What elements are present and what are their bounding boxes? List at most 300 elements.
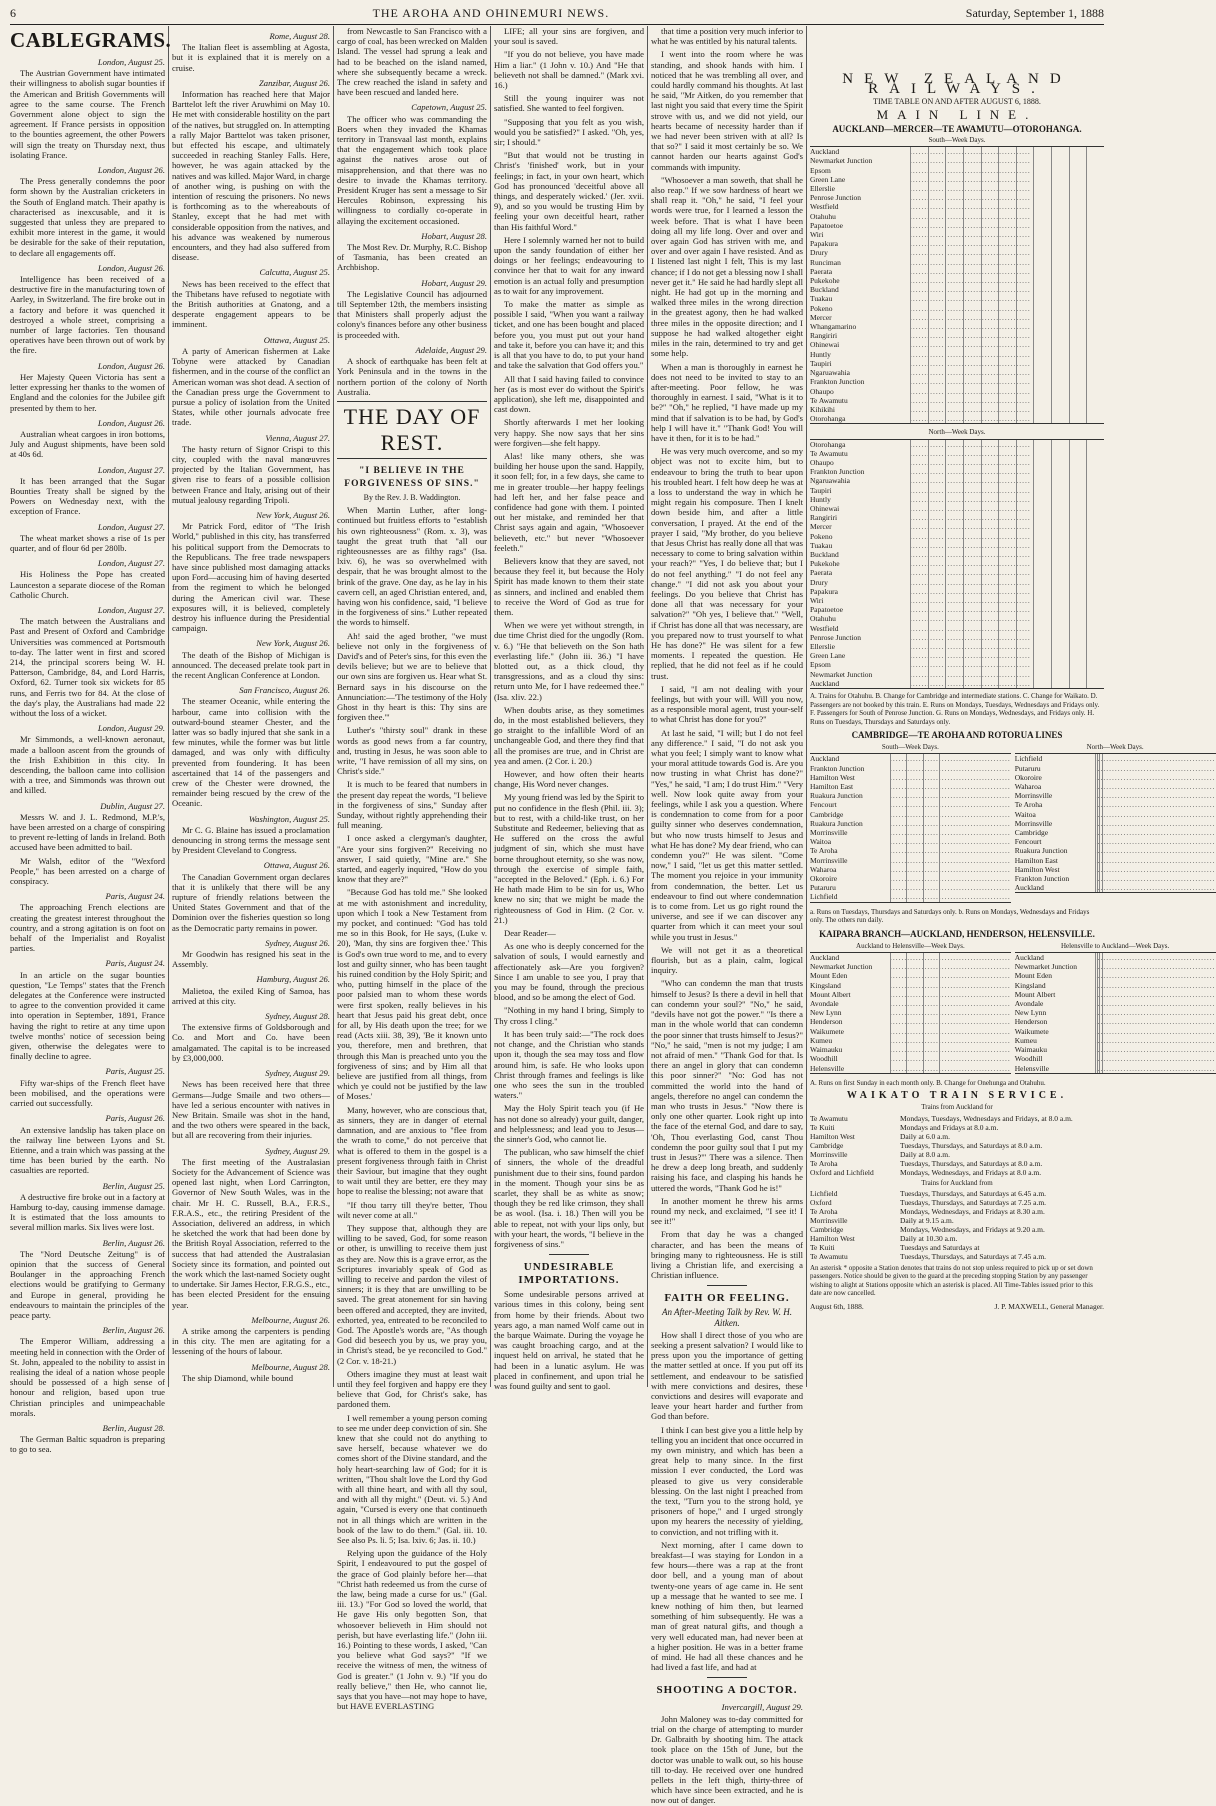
cable-item-text: A shock of earthquake has been felt at York Peninsula and in the towns in the northern portion of the colony of North Australia. [337, 356, 487, 397]
article-paragraph: My young friend was led by the Spirit to put no confidence in the flesh (Phil. iii. 3); but to rest, with a child-like trust, on her Substitute and Redeemer, believing that as He suffered on the cross the awful judgment of sin, which she must have borne throughout eternity, so she was now, through the exercise of simple faith, "accepted in the Beloved." (Eph. i. 6.) For He hath made Him to be sin for us, Who knew no sin; that we might be made the righteousness of God in Him. (2 Cor. v. 21.) [494, 792, 644, 925]
undesirable-importations-text: Some undesirable persons arrived at various times in this colony, being sent from home by their friends. About two years ago, a man named Wolf came out in the barque Waimate. During the voyage he was caught broaching cargo, and at the inquest held on arrival, he stated that he had been in a lunatic asylum. He was placed in confinement, and upon trial he was found guilty and sent to gaol. [494, 1289, 644, 1391]
timetable-column-rule [998, 440, 999, 688]
timetable-station: Auckland [810, 754, 840, 764]
article-paragraph: that time a position very much inferior to what he was entitled by his natural talents. [651, 26, 803, 47]
shooting-a-doctor-heading: SHOOTING A DOCTOR. [656, 1684, 798, 1697]
article-paragraph: "Whosoever a man soweth, that shall he also reap." If we sow hardness of heart we shall reap it. "Oh," he said, "I feel your words were true, for I learned a lesson the week before. That is what I have been doing all my life long. Over and over and over again God has striven with me, and over and over again I have resisted. And as I listened last night I felt, This is my last chance; if I do not get a blessing now I shall never get it." He said he had hardly slept all night. He had got up in the morning and walked three miles in the wrong direction in the greatest agony, then he had walked three miles in the opposite direction; and I suppose he had walked altogether eight miles in the rain, determined to try and get some help. [651, 174, 803, 359]
timetable-leader-dots: .......................................... [910, 439, 1031, 449]
timetable-station: Papatoetoe [810, 605, 843, 615]
cable-dateline: Ottawa, August 25. [263, 334, 330, 345]
timetable-station: Pukekohe [810, 276, 840, 286]
article-paragraph: Believers know that they are saved, not because they feel it, but because the Holy Spirit has made known to them their state as sinners, and inclined and enabled them to receive the Word of God as true for them. [494, 555, 644, 617]
timetable-leader-dots: .......................................... [910, 165, 1031, 175]
article-paragraph: It is much to be feared that numbers in the present day repeat the words, "I believe in the forgiveness of sins," Sunday after Sunday, without rightly apprehending their full meaning. [337, 779, 487, 831]
faith-or-feeling-heading: FAITH OR FEELING. [664, 1292, 790, 1305]
timetable-station: Ruakura Junction [810, 818, 863, 828]
cable-item-text: Messrs W. and J. L. Redmond, M.P.'s, have been arrested on a charge of conspiring to prevent re-letting of lands in Ireland. Both accused have been admitted to bail. [10, 811, 165, 853]
timetable-station: Mount Eden [1014, 971, 1053, 981]
article-paragraph: From that day he was a changed character, and has been the means of bringing many to righteousness. He is still living a Christian life, and exercising a Christian influence. [651, 1229, 803, 1281]
cable-dateline: London, August 26. [97, 262, 165, 273]
timetable-leader-dots: .......................................... [1094, 754, 1216, 764]
main-line-notes: A. Trains for Otahuhu. B. Change for Cambridge and intermediate stations. C. Change for Waikato. D. Passengers are not booked by this train. E. Runs on Mondays, Tuesdays, Wednesdays and Fridays only. F. Passengers for South of Penrose Junction. G. Runs on Mondays, Wednesdays, and Fridays only. H. Runs on Tuesdays, Thursdays and Saturdays only. [810, 692, 1100, 726]
timetable-leader-dots: .......................................... [890, 1017, 1011, 1027]
timetable-station: Otorohanga [810, 439, 846, 449]
article-paragraph: "If you do not believe, you have made Him a liar." (1 John v. 10.) And "He that believeth not shall be damned." (Mark xvi. 16.) [494, 49, 644, 91]
cable-item-text: from Newcastle to San Francisco with a cargo of coal, has been wrecked on Malden Island. The vessel had sprung a leak and had to be beached on the island named, where she subsequently became a wreck. The crew reached the island in safety and have been rescued and landed here. [337, 26, 487, 98]
timetable-station: Newmarket Junction [1014, 962, 1078, 972]
waikato-destination: Cambridge [810, 1224, 844, 1234]
newspaper-title: THE AROHA AND OHINEMURI NEWS. [372, 6, 610, 20]
timetable-date: TIME TABLE ON AND AFTER AUGUST 6, 1888. [873, 97, 1041, 107]
timetable-leader-dots: .......................................... [890, 837, 1011, 847]
timetable-station: Kihikihi [810, 404, 836, 414]
timetable-station: Drury [810, 248, 828, 258]
timetable-footnote: An asterisk * opposite a Station denotes that trains do not stop unless required to pick up or set down passengers. Notice should be given to the guard at the preceding stopping Station by any passenger wishing to alight at Stations opposite which an asterisk is placed. All Time-Tables issued prior to this date are now cancelled. [810, 1263, 1093, 1298]
timetable-leader-dots: .......................................... [910, 414, 1031, 424]
waikato-schedule: Daily at 6.0 a.m. [900, 1131, 950, 1141]
timetable-leader-dots: .......................................... [910, 568, 1031, 578]
timetable-station: Te Aroha [1014, 800, 1043, 810]
timetable-leader-dots: .......................................... [1094, 1035, 1216, 1045]
timetable-column-rule [1095, 953, 1096, 1073]
cable-item-text: A party of American fishermen at Lake Tobyne were attacked by Canadian fishermen, and in the course of the conflict an American woman was shot dead. A section of the Canadian press urge the Government to pursue a policy of isolation from the United States, while other journals advocate free trade. [172, 345, 330, 428]
article-paragraph: They suppose that, although they are willing to be saved, God, for some reason or other, is unwilling to receive them just as they are. Now this is a grave error, as the Scriptures invariably speak of God as willing to receive and pardon the vilest of sinners; it is they that are unwilling to be saved. The great atonement for sin having been offered and accepted, they are invited, exhorted, yea, entreated to be reconciled to God. The Apostle's words are, "As though God did beseech you by us, we pray you, in Christ's stead, be ye reconciled to God." (2 Cor. v. 18-21.) [337, 1222, 487, 1366]
timetable-station: Ngaruawahia [810, 476, 850, 486]
cable-dateline: Ottawa, August 26. [263, 860, 330, 871]
timetable-leader-dots: .......................................... [910, 404, 1031, 414]
timetable-station: Waitoa [810, 837, 832, 847]
waikato-destination: Oxford and Lichfield [810, 1167, 874, 1177]
waikato-destination: Te Aroha [810, 1158, 838, 1168]
timetable-station: Fencourt [1014, 837, 1042, 847]
issue-date: Saturday, September 1, 1888 [965, 6, 1104, 20]
timetable-leader-dots: .......................................... [1094, 864, 1216, 874]
timetable-station: Auckland [810, 147, 840, 157]
waikato-section-heading: WAIKATO TRAIN SERVICE. [846, 1090, 1068, 1102]
timetable-leader-dots: .......................................... [910, 174, 1031, 184]
timetable-leader-dots: .......................................... [1094, 855, 1216, 865]
article-paragraph: I once asked a clergyman's daughter, "Are your sins forgiven?" Receiving no answer, I said quietly, "Mine are." She started, and eagerly inquired, "How do you know that they are?" [337, 833, 487, 885]
cable-dateline: New York, August 26. [256, 509, 330, 520]
waikato-destination: Hamilton West [810, 1233, 855, 1243]
cable-item-text: The Press generally condemns the poor form shown by the Australian cricketers in the South of England match. Their apathy is characterised as inexcusable, and it is suggested that unless they are prepared to exhibit more interest in the game, it would be desirable for the sake of their reputation, to declare all engagements off. [10, 176, 165, 258]
timetable-station: Kumeu [810, 1035, 833, 1045]
timetable-leader-dots: .......................................... [890, 864, 1011, 874]
timetable-station: Mercer [810, 522, 832, 532]
timetable-station: Westfield [810, 202, 839, 212]
timetable-leader-dots: .......................................... [890, 763, 1011, 773]
sermon-byline: By the Rev. J. B. Waddington. [363, 492, 461, 502]
timetable-station: Tuakau [810, 294, 833, 304]
timetable-leader-dots: .......................................... [890, 855, 1011, 865]
cable-dateline: London, August 26. [97, 417, 165, 428]
article-paragraph: When a man is thoroughly in earnest he does not need to be invited to stay to an after-meeting. Poor fellow, he was thoroughly in earnest. I said, "What is it to be?" "Oh," he replied, "I have made up my mind that if salvation is to be had, by God's help I will have it." "Thank God! You will have it then, for it is to be had." [651, 361, 803, 443]
masthead [10, 6, 1104, 25]
waikato-destination: Morrinsville [810, 1215, 848, 1225]
cable-item-text: In an article on the sugar bounties question, "Le Temps" states that the French delegates at the Conference were instructed to agree to the convention provided it came into operation in September, 1891, France having the right to retire at any time upon twelve months' notice of secession being given, otherwise the delegates were to finally decline to agree. [10, 969, 165, 1062]
south-week-days-caption: South—Week Days. [928, 136, 986, 145]
waikato-schedule: Tuesdays, Thursdays, and Saturdays at 7.45 a.m. [900, 1251, 1047, 1261]
cable-dateline: Dublin, August 27. [100, 800, 165, 811]
page-number: 6 [10, 6, 16, 20]
timetable-column-rule [1099, 754, 1100, 892]
north-week-days-caption: North—Week Days. [928, 428, 986, 437]
timetable-leader-dots: .......................................... [890, 883, 1011, 893]
article-paragraph: Many, however, who are conscious that, as sinners, they are in danger of eternal damnation, and are anxious to "flee from the wrath to come," do not perceive that what is offered to them in the gospel is a present forgiveness through faith in Christ their Saviour, but imagine that they ought to wait until they are better, ere they may hope to realise the blessing; not aware that [337, 1104, 487, 1197]
cable-dateline: Berlin, August 28. [102, 1422, 165, 1433]
waikato-schedule: Tuesdays, Thursdays, and Saturdays at 8.0 a.m. [900, 1140, 1043, 1150]
timetable-station: Hamilton East [1014, 855, 1058, 865]
article-paragraph: We will not get it as a theoretical flourish, but as a plain, calm, logical inquiry. [651, 944, 803, 976]
kaipara-inbound-caption: Helensville to Auckland—Week Days. [1060, 941, 1170, 950]
timetable-column-rule [1051, 440, 1052, 688]
waikato-schedule: Tuesdays and Saturdays at [900, 1242, 980, 1252]
aroha-section-heading: CAMBRIDGE—TE AROHA AND ROTORUA LINES [851, 730, 1063, 740]
timetable-station: Paerata [810, 266, 833, 276]
cable-item-text: The extensive firms of Goldsborough and Co. and Mort and Co. have been amalgamated. The capital is to be increased by £3,000,000. [172, 1022, 330, 1063]
timetable-leader-dots: .......................................... [1094, 1054, 1216, 1064]
timetable-station: Hamilton West [810, 772, 855, 782]
column-sermon-continued [494, 26, 644, 1391]
timetable-column-rule [910, 440, 911, 688]
cable-dateline: Berlin, August 26. [102, 1325, 165, 1336]
timetable-station: Fencourt [810, 800, 837, 810]
cable-dateline: Paris, August 24. [105, 958, 165, 969]
timetable-column-rule [890, 953, 891, 1073]
general-manager-signature: J. P. MAXWELL, General Manager. [994, 1301, 1104, 1311]
timetable-station: Ngaruawahia [810, 368, 850, 378]
timetable-leader-dots: .......................................... [1094, 763, 1216, 773]
article-paragraph: May the Holy Spirit teach you (if He has not done so already) your guilt, danger, and helplessness; and lead you to Jesus—the sinner's God, who cannot lie. [494, 1103, 644, 1144]
timetable-station: Tuakau [810, 540, 833, 550]
timetable-station: Penrose Junction [810, 632, 862, 642]
timetable-leader-dots: .......................................... [910, 448, 1031, 458]
timetable-column-rule [1097, 953, 1098, 1073]
timetable-leader-dots: .......................................... [890, 953, 1011, 963]
article-paragraph: Others imagine they must at least wait until they feel forgiven and happy ere they believe that God, for Christ's sake, has pardoned them. [337, 1368, 487, 1410]
timetable-column-rule [923, 754, 924, 901]
kaipara-section-heading: KAIPARA BRANCH—AUCKLAND, HENDERSON, HELENSVILLE. [819, 928, 1095, 939]
cable-item-text: The Legislative Council has adjourned till September 12th, the members insisting that Ministers shall properly adjust the colony's finances before any other business is proceeded with. [337, 288, 487, 340]
timetable-column-rule [1016, 147, 1017, 423]
article-paragraph: When doubts arise, as they sometimes do, in the most established believers, they go straight to the infallible Word of an unchangeable God, and there they find that all the promises are true, and in Christ are yea and amen. (2 Cor. i. 20.) [494, 704, 644, 766]
timetable-leader-dots: .......................................... [910, 285, 1031, 295]
timetable-leader-dots: .......................................... [910, 513, 1031, 523]
timetable-station: Putaruru [1014, 763, 1041, 773]
timetable-leader-dots: .......................................... [910, 522, 1031, 532]
aroha-south-timetable [810, 753, 1011, 902]
timetable-leader-dots: .......................................... [910, 669, 1031, 679]
timetable-station: Morrinsville [810, 828, 848, 838]
cable-dateline: London, August 27. [97, 521, 165, 532]
cable-item-text: The Austrian Government have intimated their willingness to abolish sugar bounties if the American and British Governments will agree to the same course. The French Government alone object to sign the agreement. If France persists in opposition to the bounties agreement, the other Powers will sign the treaty on Thursday next, thus isolating France. [10, 68, 165, 160]
article-paragraph: I went into the room where he was standing, and shook hands with him. I noticed that he was trembling all over, and could hardly command his thoughts. At last he said, "Mr Aitken, do you remember that last night you said that every time the Spirit strove with us, and we did not yield, our hearts became of necessity harder than if we had never been striven with at all? Is that so?" I said it most certainly be so. We cannot harden our hearts against God's commands with impunity. [651, 49, 803, 172]
cable-item-text: Information has reached here that Major Barttelot left the river Aruwhimi on May 10. He met with considerable hostility on the part of the natives, but struggled on. In attempting a rally Major Barttelot was taken prisoner, but effected his escape, and ultimately succeeded in reaching Stanley Falls. Here, however, he was again attacked by the natives and was killed. Major Ward, in charge of another wing, is pushing on with the intention of rescuing the prisoners. No news is forthcoming as to the whereabouts of Stanley, except that he had met with considerable opposition from the natives, and his advance was weakened by numerous encounters, and they had also suffered from disease. [172, 89, 330, 263]
article-paragraph: All that I said having failed to convince her (as is most ever do without the Spirit's application), she left me, disappointed and cast down. [494, 373, 644, 415]
day-of-rest-heading: THE DAY OF REST. [337, 401, 487, 459]
timetable-station: New Lynn [810, 1008, 842, 1018]
timetable-footer-date: August 6th, 1888. [810, 1301, 864, 1311]
timetable-leader-dots: .......................................... [910, 368, 1031, 378]
timetable-station: Ohinewai [810, 503, 840, 513]
waikato-destination: Cambridge [810, 1140, 844, 1150]
timetable-leader-dots: .......................................... [890, 818, 1011, 828]
timetable-leader-dots: .......................................... [910, 559, 1031, 569]
timetable-leader-dots: .......................................... [1094, 962, 1216, 972]
timetable-leader-dots: .......................................... [1094, 837, 1216, 847]
cable-item-text: A destructive fire broke out in a factory at Hamburg to-day, causing immense damage. It is estimated that the loss amounts to several million marks. Six lives were lost. [10, 1191, 165, 1233]
cable-dateline: Paris, August 25. [105, 1066, 165, 1077]
timetable-column-rule [1069, 440, 1070, 688]
article-paragraph: "Supposing that you felt as you wish, would you be satisfied?" I asked. "Oh, yes, sir; I should." [494, 116, 644, 148]
timetable-column-rule [1102, 754, 1103, 892]
timetable-station: Taupiri [810, 485, 832, 495]
article-paragraph: Here I solemnly warned her not to build upon the sandy foundation of either her doings or her feelings; endeavouring to convince her that to wait for any inward emotion is an actual folly and presumption as to wait for any improvement. [494, 234, 644, 296]
timetable-leader-dots: .......................................... [890, 1054, 1011, 1064]
article-paragraph: The publican, who saw himself the chief of sinners, the whole of the dreadful punishment due to their sins, found pardon in the moment. Though your sins be as scarlet, they shall be as white as snow; though they be red like crimson, they shall be as wool. (Isa. i. 18.) Then will you be able to repeat, not with your lips only, but with your heart, the words, "I believe in the forgiveness of sins." [494, 1147, 644, 1249]
article-paragraph: Next morning, after I came down to breakfast—I was staying for London in a few hours—there was a rap at the front door bell, and a young man of about twenty-one years of age came in. He sent up a message that he wanted to see me. I knew nothing of him then, but learned something of him subsequently. He was a man of great natural gifts, and though a very well educated man, had never been at a higher position. He was in a better frame of mind. He had all these chances and he had lived a fast life, and had at [651, 1539, 803, 1673]
cable-item-text: His Holiness the Pope has created Launceston a separate diocese of the Roman Catholic Church. [10, 569, 165, 600]
timetable-station: New Lynn [1014, 1008, 1047, 1018]
cable-item-text: The steamer Oceanic, while entering the harbour, came into collision with the outward-bound steamer Chester, and the latter was so badly injured that she sank in a few minutes, while the former was but little damaged, and was only with difficulty prevented from foundering. It has been ascertained that 14 of the passengers and crew of the Chester were drowned, the remainder being rescued by the crew of the Oceanic. [172, 696, 330, 809]
timetable-column-rule [1051, 147, 1052, 423]
timetable-station: Taupiri [810, 358, 832, 368]
timetable-leader-dots: .......................................... [890, 828, 1011, 838]
timetable-leader-dots: .......................................... [890, 1035, 1011, 1045]
timetable-column-rule [1086, 147, 1087, 423]
timetable-leader-dots: .......................................... [890, 892, 1011, 902]
timetable-station: Helensville [1014, 1063, 1049, 1073]
timetable-station: Woodhill [810, 1054, 838, 1064]
waikato-destination: Morrinsville [810, 1149, 848, 1159]
waikato-destination: Te Kuiti [810, 1122, 835, 1132]
cable-dateline: Berlin, August 26. [102, 1237, 165, 1248]
cable-dateline: Zanzibar, August 26. [259, 77, 330, 88]
railways-title: NEW ZEALAND RAILWAYS. [842, 71, 1072, 98]
timetable-column-rule [945, 440, 946, 688]
timetable-leader-dots: .......................................... [910, 623, 1031, 633]
timetable-station: Henderson [810, 1017, 843, 1027]
timetable-leader-dots: .......................................... [890, 791, 1011, 801]
timetable-station: Frankton Junction [810, 763, 865, 773]
timetable-leader-dots: .......................................... [910, 294, 1031, 304]
cable-dateline: Paris, August 24. [105, 891, 165, 902]
article-paragraph: As one who is deeply concerned for the salvation of souls, I would earnestly and affectionately ask—Are you forgiven? Since I am unable to see you, I pray that you may be found, through the precious blood, and so be among the elect of God. [494, 941, 644, 1003]
timetable-leader-dots: .......................................... [910, 266, 1031, 276]
timetable-station: Ruakura Junction [1014, 846, 1068, 856]
timetable-station: Mount Albert [810, 989, 851, 999]
timetable-station: Avondale [1014, 999, 1044, 1009]
timetable-leader-dots: .......................................... [1094, 828, 1216, 838]
waikato-destination: Oxford [810, 1197, 832, 1207]
timetable-station: Waimauku [1014, 1045, 1048, 1055]
timetable-leader-dots: .......................................... [910, 651, 1031, 661]
cable-item-text: The "Nord Deutsche Zeitung" is of opinion that the success of General Boulanger in the approaching French elections would be gratifying to Germany and Europe in general, providing he endeavours to maintain the principles of the peace party. [10, 1248, 165, 1320]
timetable-leader-dots: .......................................... [1094, 971, 1216, 981]
timetable-station: Ellerslie [810, 184, 835, 194]
timetable-column-rule [1016, 440, 1017, 688]
timetable-column-rule [906, 953, 907, 1073]
article-paragraph: How shall I direct those of you who are seeking a present salvation? I would like to press upon you the importance of getting the matter settled at once. If you put off its settlement, and endeavour to be satisfied with mere convictions and desires, these convictions and desires will evaporate and leave your heart harder and further from God than before. [651, 1329, 803, 1422]
cable-item-text: The Canadian Government organ declares that it is unlikely that there will be any rupture of friendly relations between the United States Government and that of the Dominion over the fisheries question so long as the Democratic party remains in power. [172, 871, 330, 933]
waikato-schedule: Mondays and Fridays at 8.0 a.m. [900, 1122, 999, 1132]
article-paragraph: "But that would not be trusting in Christ's 'finished' work, but in your feelings; in fact, in your own heart, which God has pronounced 'deceitful above all things, and desperately wicked.' (Jer. xvii. 9), and so you would be trusting Him by feeling your own deceitful heart, rather than His faithful Word." [494, 150, 644, 232]
cable-item-text: Mr Simmonds, a well-known aeronaut, made a balloon ascent from the grounds of the Irish Exhibition in this city. In descending, the balloon came into collision with a tree, and Simmonds was thrown out and killed. [10, 734, 165, 796]
timetable-column-rule [1099, 953, 1100, 1073]
cable-dateline: Melbourne, August 28. [251, 1361, 330, 1372]
timetable-leader-dots: .......................................... [910, 276, 1031, 286]
timetable-leader-dots: .......................................... [910, 586, 1031, 596]
cable-dateline: Rome, August 28. [269, 31, 330, 41]
timetable-column-rule [939, 953, 940, 1073]
article-paragraph: When Martin Luther, after long-continued but fruitless efforts to "establish his own righteousness" (Rom. x. 3), was taught the great truth that "all our righteousnesses are as filthy rags" (Isa. lxiv. 6), he was so overwhelmed with despair, that he was brought almost to the brink of the grave. One day, as he lay in his cavern cell, an aged Christian entered, and, having won his confidence, said, "I believe in the forgiveness of sins." Luther repeated the words to himself. [337, 505, 487, 628]
timetable-leader-dots: .......................................... [1094, 809, 1216, 819]
timetable-leader-dots: .......................................... [890, 989, 1011, 999]
column-day-of-rest [337, 26, 488, 1712]
column-cablegrams-continued [172, 26, 330, 1387]
aroha-south-caption: South—Week Days. [881, 743, 939, 752]
article-paragraph: LIFE; all your sins are forgiven, and your soul is saved. [494, 26, 644, 47]
timetable-station: Newmarket Junction [810, 156, 873, 166]
waikato-from-auckland: Trains from Auckland for [921, 1103, 993, 1112]
timetable-leader-dots: .......................................... [910, 678, 1031, 688]
timetable-station: Paerata [810, 568, 833, 578]
waikato-for-auckland: Trains for Auckland from [921, 1178, 993, 1187]
timetable-leader-dots: .......................................... [910, 476, 1031, 486]
timetable-station: Waharoa [1014, 782, 1042, 792]
timetable-station: Green Lane [810, 651, 846, 661]
timetable-station: Green Lane [810, 174, 846, 184]
timetable-station: Ellerslie [810, 641, 835, 651]
timetable-station: Henderson [1014, 1017, 1048, 1027]
article-paragraph: Alas! like many others, she was building her house upon the sand. Happily, it soon fell; for, in a few days, she came to me in greater trouble—her happy feelings had left her, and her false peace and confidence had gone with them. I pointed out her mistake, and reminded her that Christ says again and again, "Whosoever believeth, etc." but never "Whosoever feeleth." [494, 450, 644, 553]
timetable-column-rule [981, 147, 982, 423]
waikato-schedule: Mondays, Wednesdays, and Fridays at 9.20 a.m. [900, 1224, 1045, 1234]
timetable-leader-dots: .......................................... [890, 1008, 1011, 1018]
cable-dateline: Berlin, August 25. [102, 1180, 165, 1191]
timetable-station: Runciman [810, 257, 841, 267]
timetable-leader-dots: .......................................... [910, 540, 1031, 550]
cable-item-text: The officer who was commanding the Boers when they invaded the Khamas territory in Transvaal last month, explains that the engagement which took place against the natives arose out of misapprehension, and that there was no desire to invade the Khamas territory. President Kruger has sent a message to Sir Hercules Robinson, expressing his willingness to cordially co-operate in allaying the excitement occasioned. [337, 113, 487, 226]
faith-or-feeling-subtitle: An After-Meeting Talk by Rev. W. H. Aitken. [661, 1307, 793, 1328]
timetable-station: Ohaupo [810, 386, 834, 396]
waikato-schedule: Tuesdays, Thursdays, and Saturdays at 6.45 a.m. [900, 1188, 1047, 1198]
timetable-station: Mount Eden [810, 971, 848, 981]
timetable-station: Okoroire [1014, 772, 1042, 782]
auckland-section-heading: AUCKLAND—MERCER—TE AWAMUTU—OTOROHANGA. [832, 123, 1082, 134]
timetable-station: Mount Albert [1014, 989, 1056, 999]
timetable-station: Auckland [1014, 953, 1044, 963]
timetable-leader-dots: .......................................... [890, 846, 1011, 856]
north-timetable [810, 439, 1104, 689]
article-paragraph: To make the matter as simple as possible I said, "When you want a railway ticket, and one has been bought and placed before you, you must put out your hand and take it, before you can have it; and this is all that you have to do, to put your hand and take the salvation that God offers you." [494, 299, 644, 371]
waikato-schedule: Tuesdays, Thursdays, and Saturdays at 8.0 a.m. [900, 1158, 1043, 1168]
timetable-leader-dots: .......................................... [1094, 791, 1216, 801]
cable-dateline: Sydney, August 26. [265, 937, 330, 948]
timetable-column-rule [890, 754, 891, 901]
article-paragraph: Still the young inquirer was not satisfied. She wanted to feel forgiven. [494, 93, 644, 114]
timetable-leader-dots: .......................................... [910, 220, 1031, 230]
cable-dateline: Adelaide, August 29. [415, 344, 487, 355]
timetable-leader-dots: .......................................... [910, 386, 1031, 396]
timetable-leader-dots: .......................................... [910, 531, 1031, 541]
timetable-leader-dots: .......................................... [910, 605, 1031, 615]
timetable-column-rule [928, 440, 929, 688]
timetable-leader-dots: .......................................... [910, 156, 1031, 166]
cable-dateline: New York, August 26. [256, 638, 330, 649]
timetable-leader-dots: .......................................... [910, 395, 1031, 405]
timetable-leader-dots: .......................................... [1094, 999, 1216, 1009]
timetable-leader-dots: .......................................... [890, 1045, 1011, 1055]
article-paragraph: Shortly afterwards I met her looking very happy. She now says that her sins were forgiven—she felt happy. [494, 417, 644, 448]
sermon-title: "I BELIEVE IN THE FORGIVENESS OF SINS." [344, 465, 480, 489]
article-paragraph: I think I can best give you a little help by telling you an incident that once occurred in my own ministry, and which has been a great help to many since. In the first mission I ever conducted, the Lord was pleased to give us very considerable blessing. On the last night I preached from the text, "Turn you to the strong hold, ye prisoners of hope," and I urged strongly upon my hearers the necessity of yielding, to conviction, and not trifling with it. [651, 1424, 803, 1537]
timetable-column-rule [1069, 147, 1070, 423]
waikato-schedule: Mondays, Wednesdays, and Fridays at 8.30 a.m. [900, 1206, 1045, 1216]
column-cablegrams [10, 26, 172, 1455]
timetable-leader-dots: .......................................... [890, 809, 1011, 819]
timetable-column-rule [963, 440, 964, 688]
timetable-station: Westfield [810, 623, 839, 633]
timetable-column-rule [939, 754, 940, 901]
shooting-text: John Maloney was to-day committed for trial on the charge of attempting to murder Dr. Galbraith by shooting him. The attack took place on the 15th of June, but the doctor was unable to walk out, so his house till to-day. He received over one hundred pellets in the left thigh, thirty-three of which have since been extracted, and he is now out of danger. [651, 1713, 803, 1806]
shooting-dateline: Invercargill, August 29. [721, 1702, 803, 1713]
cable-dateline: Paris, August 26. [105, 1113, 165, 1124]
timetable-station: Wiri [810, 230, 824, 240]
kaipara-outbound-timetable [810, 952, 1011, 1074]
timetable-station: Lichfield [1014, 754, 1043, 764]
timetable-station: Lichfield [810, 892, 838, 902]
article-paragraph: "Who can condemn the man that trusts himself to Jesus? Is there a devil in hell that can condemn your soul?" "No," he said, "devils have not got the power." "Is there a man in the whole world that can condemn the poor sinner that trusts himself to Jesus?" "No," he said, "men is not my judge; I am not afraid of men." "Thank God for that. Is there an angel in glory that can condemn this poor sinner?" "No: God has not committed the world into the hand of angels, therefore no angel can condemn the man who trusts in Jesus." "Now there is only one other quarter. Look right up into the face of the eternal God, and dare to say, 'Oh, Thou everlasting God, canst Thou condemn the poor guilty soul that I put my trust in Jesus?'" There was a silence. Then he drew a deep long breath, and suddenly raising his face, and clasping his hands he uttered the words, "Thank God he is!" [651, 978, 803, 1193]
timetable-station: Epsom [810, 165, 831, 175]
cable-dateline: Vienna, August 27. [265, 432, 330, 443]
timetable-leader-dots: .......................................... [1094, 883, 1216, 893]
timetable-leader-dots: .......................................... [910, 193, 1031, 203]
timetable-station: Waimauku [810, 1045, 843, 1055]
timetable-station: Frankton Junction [1014, 874, 1070, 884]
timetable-leader-dots: .......................................... [890, 962, 1011, 972]
timetable-leader-dots: .......................................... [910, 230, 1031, 240]
cable-dateline: Hobart, August 28. [421, 230, 487, 241]
timetable-station: Newmarket Junction [810, 669, 873, 679]
timetable-column-rule [923, 953, 924, 1073]
timetable-leader-dots: .......................................... [1094, 980, 1216, 990]
cable-item-text: The Italian fleet is assembling at Agosta, but it is explained that it is merely on a cruise. [172, 42, 330, 73]
aroha-notes: a. Runs on Tuesdays, Thursdays and Saturdays only. b. Runs on Mondays, Wednesdays and Fridays only. The others run daily. [810, 907, 1090, 925]
timetable-station: Okoroire [810, 874, 838, 884]
article-paragraph: Ah! said the aged brother, "we must believe not only in the forgiveness of David's and of Peter's sins, for this even the devils believe; but we are to believe that our own sins are forgiven us. Hear what St. Bernard says in his discourse on the Annunciation:—'The testimony of the Holy Ghost in thy heart is this: Thy sins are forgiven thee.'" [337, 630, 488, 723]
timetable-station: Penrose Junction [810, 193, 862, 203]
timetable-station: Pokeno [810, 303, 833, 313]
timetable-leader-dots: .......................................... [910, 641, 1031, 651]
cable-item-text: Her Majesty Queen Victoria has sent a letter expressing her thanks to the women of England and the colonies for the Jubilee gift presented by them to her. [10, 371, 165, 413]
article-paragraph: In another moment he threw his arms round my neck, and exclaimed, "I see it! I see it!" [651, 1195, 803, 1227]
column-faith-or-feeling [651, 26, 804, 1806]
cable-item-text: The Most Rev. Dr. Murphy, R.C. Bishop of Tasmania, has been created an Archbishop. [337, 242, 487, 273]
article-paragraph: "Nothing in my hand I bring, Simply to Thy cross I cling." [494, 1005, 644, 1026]
timetable-leader-dots: .......................................... [910, 595, 1031, 605]
timetable-column-rule [1033, 147, 1034, 423]
aroha-north-timetable [1015, 753, 1216, 893]
timetable-station: Auckland [810, 953, 840, 963]
timetable-leader-dots: .......................................... [890, 1063, 1011, 1073]
cable-item-text: News has been received to the effect that the Thibetans have refused to negotiate with the British authorities at Gnatong, and a desperate engagement appears to be imminent. [172, 278, 330, 330]
kaipara-notes: A. Runs on first Sunday in each month only. B. Change for Onehunga and Otahuhu. [810, 1078, 1046, 1087]
cable-dateline: Calcutta, August 25. [259, 267, 330, 278]
timetable-leader-dots: .......................................... [1094, 1017, 1216, 1027]
cable-dateline: London, August 27. [97, 604, 165, 615]
cable-item-text: The first meeting of the Australasian Society for the Advancement of Science was opened last night, when Lord Carrington, Governor of New South Wales, was in the chair. Mr H. C. Russell, B.A., F.R.S., F.R.A.S., etc., the retiring President of the Association, delivered an address, in which he sketched the work that had been done by the British Royal Association, referred to the success that had attended the Australasian Society since its formation, and pointed out the work which the last-named Society ought to undertake. Sir James Hector, F.R.G.S., etc., has been elected President for the ensuing year. [172, 1156, 330, 1310]
